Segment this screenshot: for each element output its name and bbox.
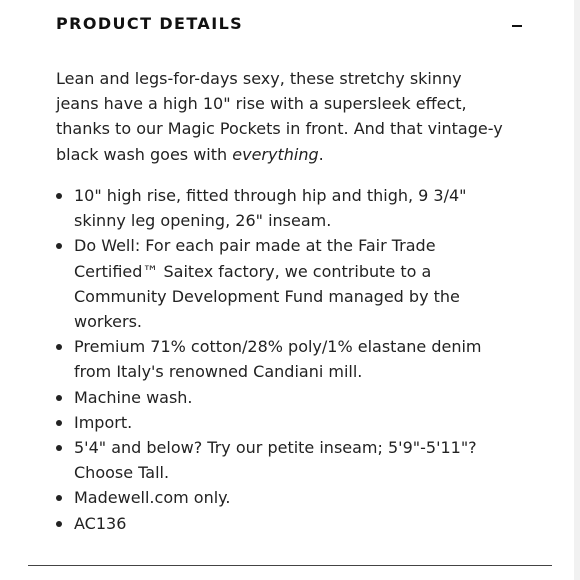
feature-item: Import. — [56, 410, 486, 435]
feature-item: 5'4" and below? Try our petite inseam; 5'9"-5'11"? Choose Tall. — [56, 435, 486, 485]
description-text: Lean and legs-for-days sexy, these stretchy skinny jeans have a high 10" rise with a supersleek effect, thanks to our Magic Pockets in front. And that vintage-y black wash goes with — [56, 69, 503, 164]
product-details-header[interactable] — [56, 12, 526, 36]
collapse-button[interactable] — [508, 15, 526, 33]
minus-icon — [512, 25, 522, 27]
section-title: PRODUCT DETAILS — [56, 14, 244, 33]
feature-item: AC136 — [56, 511, 486, 536]
description-end: . — [318, 144, 324, 164]
product-feature-list — [56, 183, 486, 536]
scrollbar[interactable] — [574, 0, 580, 580]
feature-item: Madewell.com only. — [56, 485, 486, 510]
feature-item: Premium 71% cotton/28% poly/1% elastane denim from Italy's renowned Candiani mill. — [56, 334, 486, 384]
feature-item: Machine wash. — [56, 385, 486, 410]
feature-item: Do Well: For each pair made at the Fair Trade Certified™ Saitex factory, we contribute to a Community Development Fund managed by the workers. — [56, 233, 486, 334]
feature-item: 10" high rise, fitted through hip and thigh, 9 3/4" skinny leg opening, 26" inseam. — [56, 183, 486, 233]
description-emphasis: everything — [232, 144, 319, 164]
section-divider — [28, 565, 552, 566]
product-description — [56, 66, 504, 167]
